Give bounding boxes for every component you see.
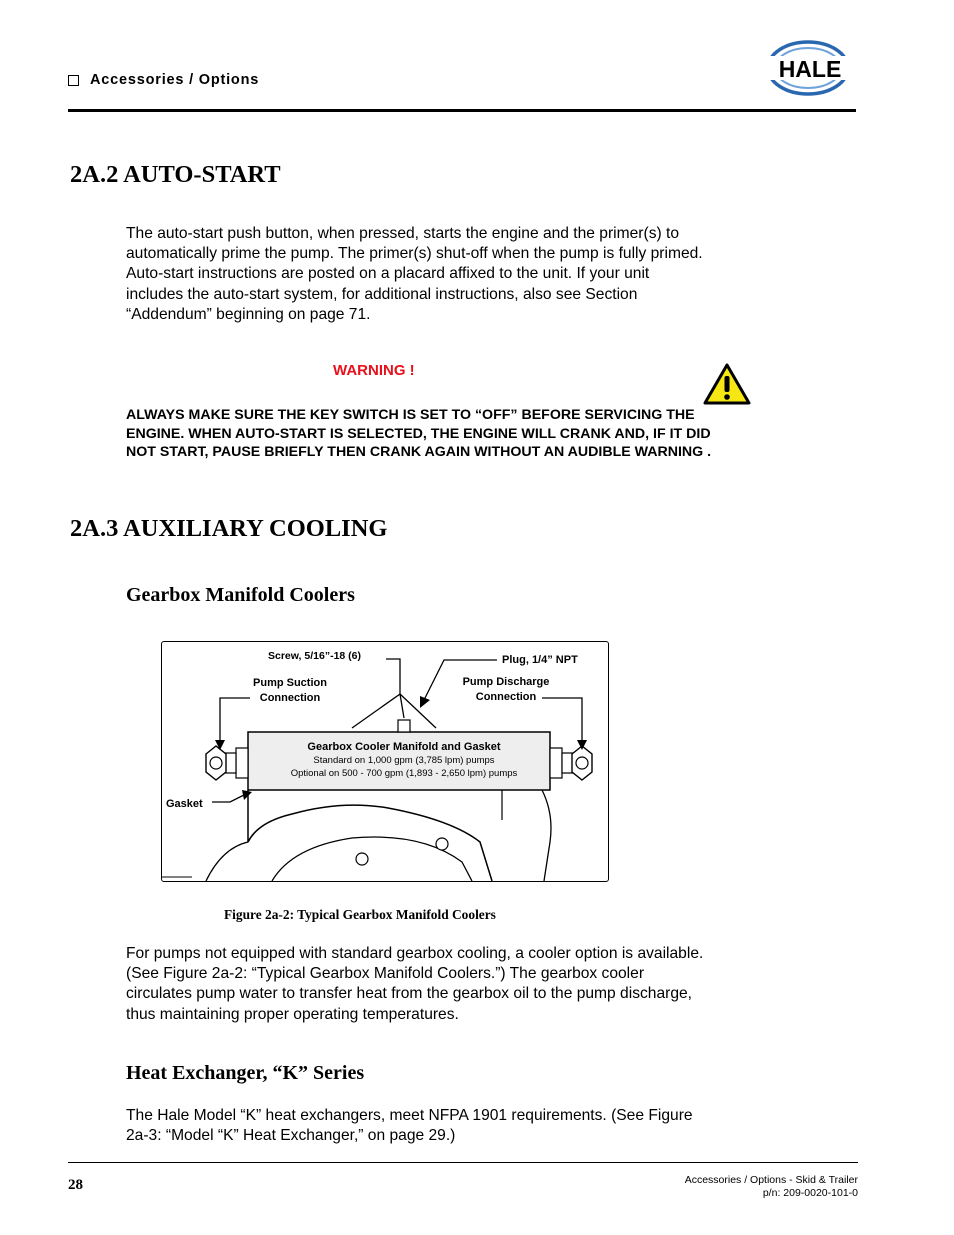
svg-text:Connection: Connection <box>475 691 537 703</box>
subheading-gearbox: Gearbox Manifold Coolers <box>126 584 355 606</box>
svg-text:Pump Discharge: Pump Discharge <box>462 676 550 688</box>
hale-logo <box>755 36 859 100</box>
gearbox-diagram <box>162 642 608 881</box>
warning-title: WARNING ! <box>333 362 415 379</box>
svg-text:Plug, 1/4” NPT: Plug, 1/4” NPT <box>502 654 578 666</box>
section-heading-aux-cooling: 2A.3 AUXILIARY COOLING <box>70 515 388 542</box>
gearbox-paragraph: For pumps not equipped with standard gearbox cooling, a cooler option is available. (See Figure 2a-2: “Typical Gearbox Manifold Coolers.”) The gearbox cooler circulates pump water to transfer heat from the gearbox oil to the pump discharge, thus maintaining proper operating temperatures. <box>126 945 704 1023</box>
svg-text:Connection: Connection <box>259 692 321 704</box>
header-section-title: Accessories / Options <box>90 72 260 88</box>
footer-part-number: p/n: 209-0020-101-0 <box>762 1187 858 1199</box>
footer-doc-info <box>685 1174 858 1200</box>
footer-doc-title: Accessories / Options - Skid & Trailer <box>684 1174 858 1186</box>
gearbox-cooler-figure <box>161 641 609 882</box>
section-heading-auto-start: 2A.2 AUTO-START <box>70 161 281 188</box>
svg-text:Gasket: Gasket <box>166 798 203 810</box>
warning-triangle-icon <box>703 363 751 406</box>
header-rule <box>68 109 856 112</box>
checkbox-bullet-icon <box>68 75 79 86</box>
subheading-heat-exchanger: Heat Exchanger, “K” Series <box>126 1062 365 1084</box>
svg-text:Screw, 5/16”-18 (6): Screw, 5/16”-18 (6) <box>268 650 361 662</box>
svg-text:Standard on 1,000 gpm (3,785 l: Standard on 1,000 gpm (3,785 lpm) pumps <box>313 755 495 766</box>
svg-text:HALE: HALE <box>778 56 842 82</box>
footer-rule <box>68 1162 858 1163</box>
svg-text:Gearbox Cooler Manifold and Ga: Gearbox Cooler Manifold and Gasket <box>307 741 501 753</box>
warning-text: ALWAYS MAKE SURE THE KEY SWITCH IS SET TO “OFF” BEFORE SERVICING THE ENGINE. WHEN AUTO-START IS SELECTED, THE ENGINE WILL CRANK AND, IF IT DID NOT START, PAUSE BRIEFLY THEN CRANK AGAIN WITHOUT AN AUDIBLE WARNING . <box>126 407 712 461</box>
auto-start-paragraph: The auto-start push button, when pressed, starts the engine and the primer(s) to automatically prime the pump. The primer(s) shut-off when the pump is fully primed. Auto-start instructions are posted on a placard affixed to the unit. If your unit includes the auto-start system, for additional instructions, also see Section “Addendum” beginning on page 71. <box>126 225 703 323</box>
heat-exchanger-paragraph: The Hale Model “K” heat exchangers, meet NFPA 1901 requirements. (See Figure 2a-3: “Model “K” Heat Exchanger,” on page 29.) <box>126 1107 693 1145</box>
running-header <box>68 72 259 88</box>
figure-caption: Figure 2a-2: Typical Gearbox Manifold Coolers <box>224 907 496 922</box>
svg-text:Pump Suction: Pump Suction <box>253 677 327 689</box>
page-number: 28 <box>68 1177 83 1193</box>
svg-text:Optional on 500 - 700 gpm (1,8: Optional on 500 - 700 gpm (1,893 - 2,650 lpm) pumps <box>290 768 518 779</box>
